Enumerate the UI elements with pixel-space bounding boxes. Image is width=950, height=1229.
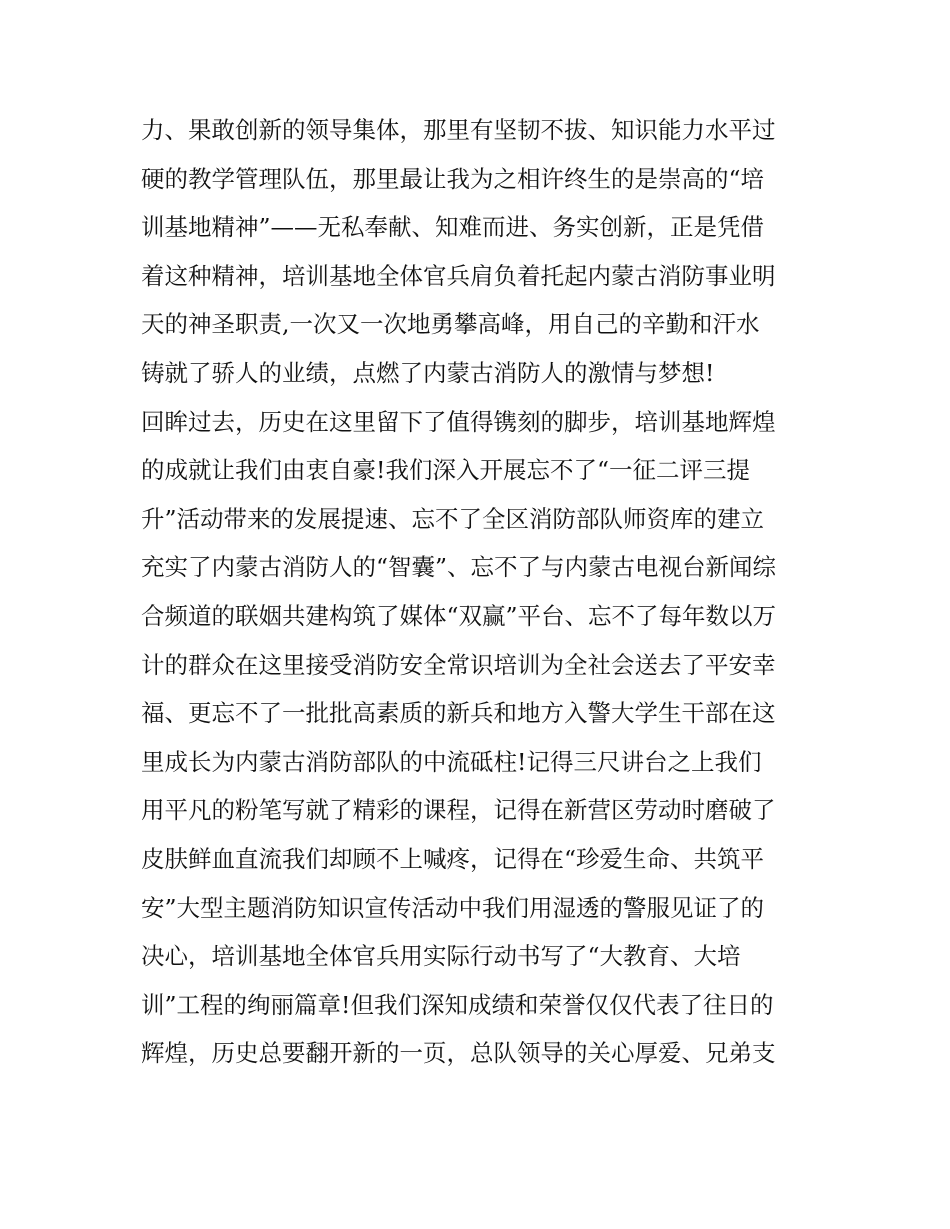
text-line: 硬的教学管理队伍，那里最让我为之相许终生的是崇高的“培 bbox=[141, 164, 765, 193]
text-line: 着这种精神，培训基地全体官兵肩负着托起内蒙古消防事业明 bbox=[141, 261, 776, 290]
text-line: 用平凡的粉笔写就了精彩的课程，记得在新营区劳动时磨破了 bbox=[141, 796, 776, 825]
text-line: 力、果敢创新的领导集体，那里有坚韧不拔、知识能力水平过 bbox=[141, 116, 776, 144]
text-line: 安”大型主题消防知识宣传活动中我们用湿透的警服见证了的 bbox=[141, 893, 765, 922]
body-text bbox=[141, 106, 821, 1078]
text-line: 福、更忘不了一批批高素质的新兵和地方入警大学生干部在这 bbox=[141, 699, 776, 728]
text-line: 升”活动带来的发展提速、忘不了全区消防部队师资库的建立 bbox=[141, 504, 765, 533]
text-line: 里成长为内蒙古消防部队的中流砥柱!记得三尺讲台之上我们 bbox=[141, 747, 762, 776]
text-line: 训基地精神”——无私奉献、知难而进、务实创新，正是凭借 bbox=[141, 213, 765, 242]
text-line: 决心，培训基地全体官兵用实际行动书写了“大教育、大培 bbox=[141, 942, 741, 971]
text-line: 辉煌，历史总要翻开新的一页，总队领导的关心厚爱、兄弟支 bbox=[141, 1039, 776, 1068]
text-line: 的成就让我们由衷自豪!我们深入开展忘不了“一征二评三提 bbox=[141, 456, 750, 485]
text-line: 计的群众在这里接受消防安全常识培训为全社会送去了平安幸 bbox=[141, 650, 776, 679]
text-line: 合频道的联姻共建构筑了媒体“双赢”平台、忘不了每年数以万 bbox=[141, 601, 777, 630]
text-line: 训”工程的绚丽篇章!但我们深知成绩和荣誉仅仅代表了往日的 bbox=[141, 990, 774, 1019]
text-line: 铸就了骄人的业绩，点燃了内蒙古消防人的激情与梦想! bbox=[141, 358, 715, 387]
text-line: 充实了内蒙古消防人的“智囊”、忘不了与内蒙古电视台新闻综 bbox=[141, 553, 777, 582]
text-line: 天的神圣职责,一次又一次地勇攀高峰，用自己的辛勤和汗水 bbox=[141, 310, 760, 339]
text-line: 皮肤鲜血直流我们却顾不上喊疼，记得在“珍爱生命、共筑平 bbox=[141, 844, 765, 873]
text-line: 回眸过去，历史在这里留下了值得镌刻的脚步，培训基地辉煌 bbox=[141, 407, 776, 436]
